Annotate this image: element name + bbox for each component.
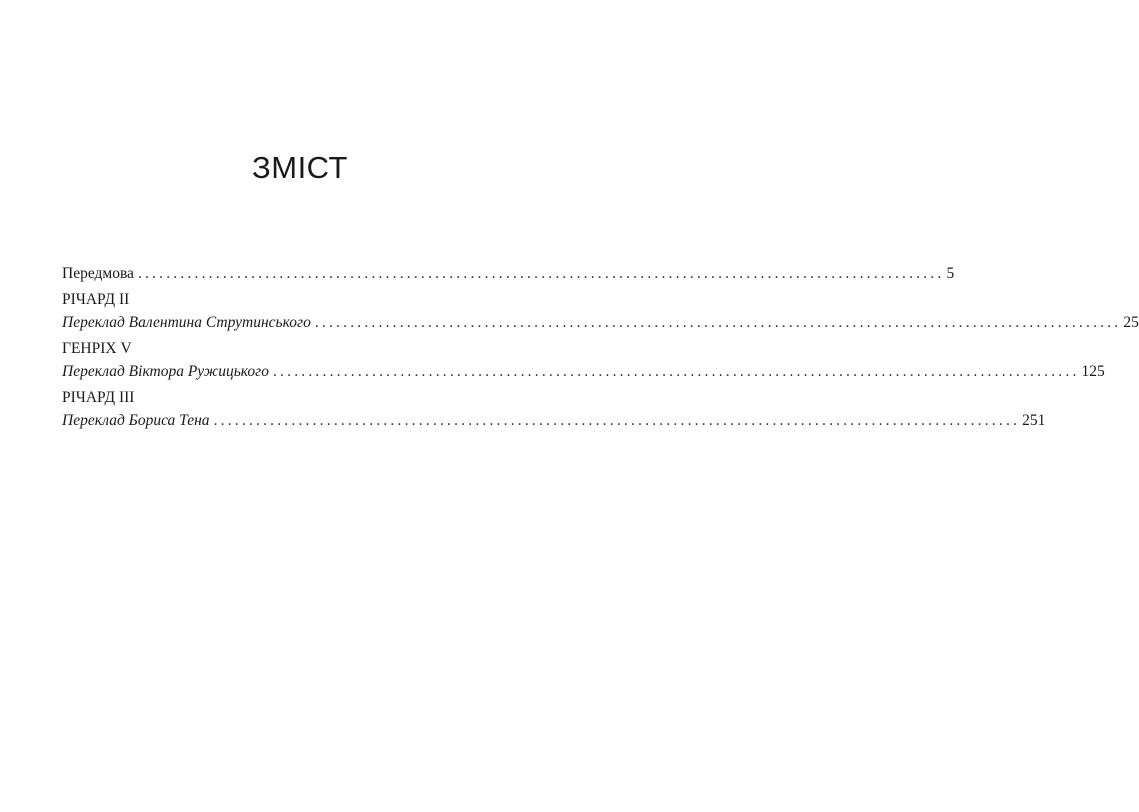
toc-page-number: 25: [1123, 314, 1139, 331]
toc-section-heading-henry-v: ГЕНРІХ V: [62, 340, 132, 357]
dot-leader: ..................................................................................................................: [213, 412, 1021, 429]
page-title: ЗМІСТ: [252, 150, 348, 185]
toc-entry-label: Передмова: [62, 265, 134, 282]
toc-page-number: 125: [1081, 363, 1105, 380]
toc-section-heading-richard-iii: РІЧАРД III: [62, 389, 135, 406]
toc-page-number: 251: [1022, 412, 1046, 429]
toc-section-heading-richard-ii: РІЧАРД II: [62, 291, 130, 308]
toc-page-number: 5: [946, 265, 955, 282]
toc-entry-henry-v-translation: [62, 360, 1105, 383]
toc-entry-label: Переклад Віктора Ружицького: [62, 363, 269, 380]
toc-entry-richard-iii-translation: [62, 409, 1046, 432]
dot-leader: ..................................................................................................................: [272, 363, 1080, 380]
toc-entry-preface: [62, 262, 955, 285]
toc-entry-label: Переклад Бориса Тена: [62, 412, 210, 429]
dot-leader: ..................................................................................................................: [314, 314, 1122, 331]
table-of-contents: [62, 262, 1139, 432]
toc-entry-richard-ii-translation: [62, 311, 1139, 334]
dot-leader: ..................................................................................................................: [137, 265, 945, 282]
toc-entry-label: Переклад Валентина Струтинського: [62, 314, 311, 331]
